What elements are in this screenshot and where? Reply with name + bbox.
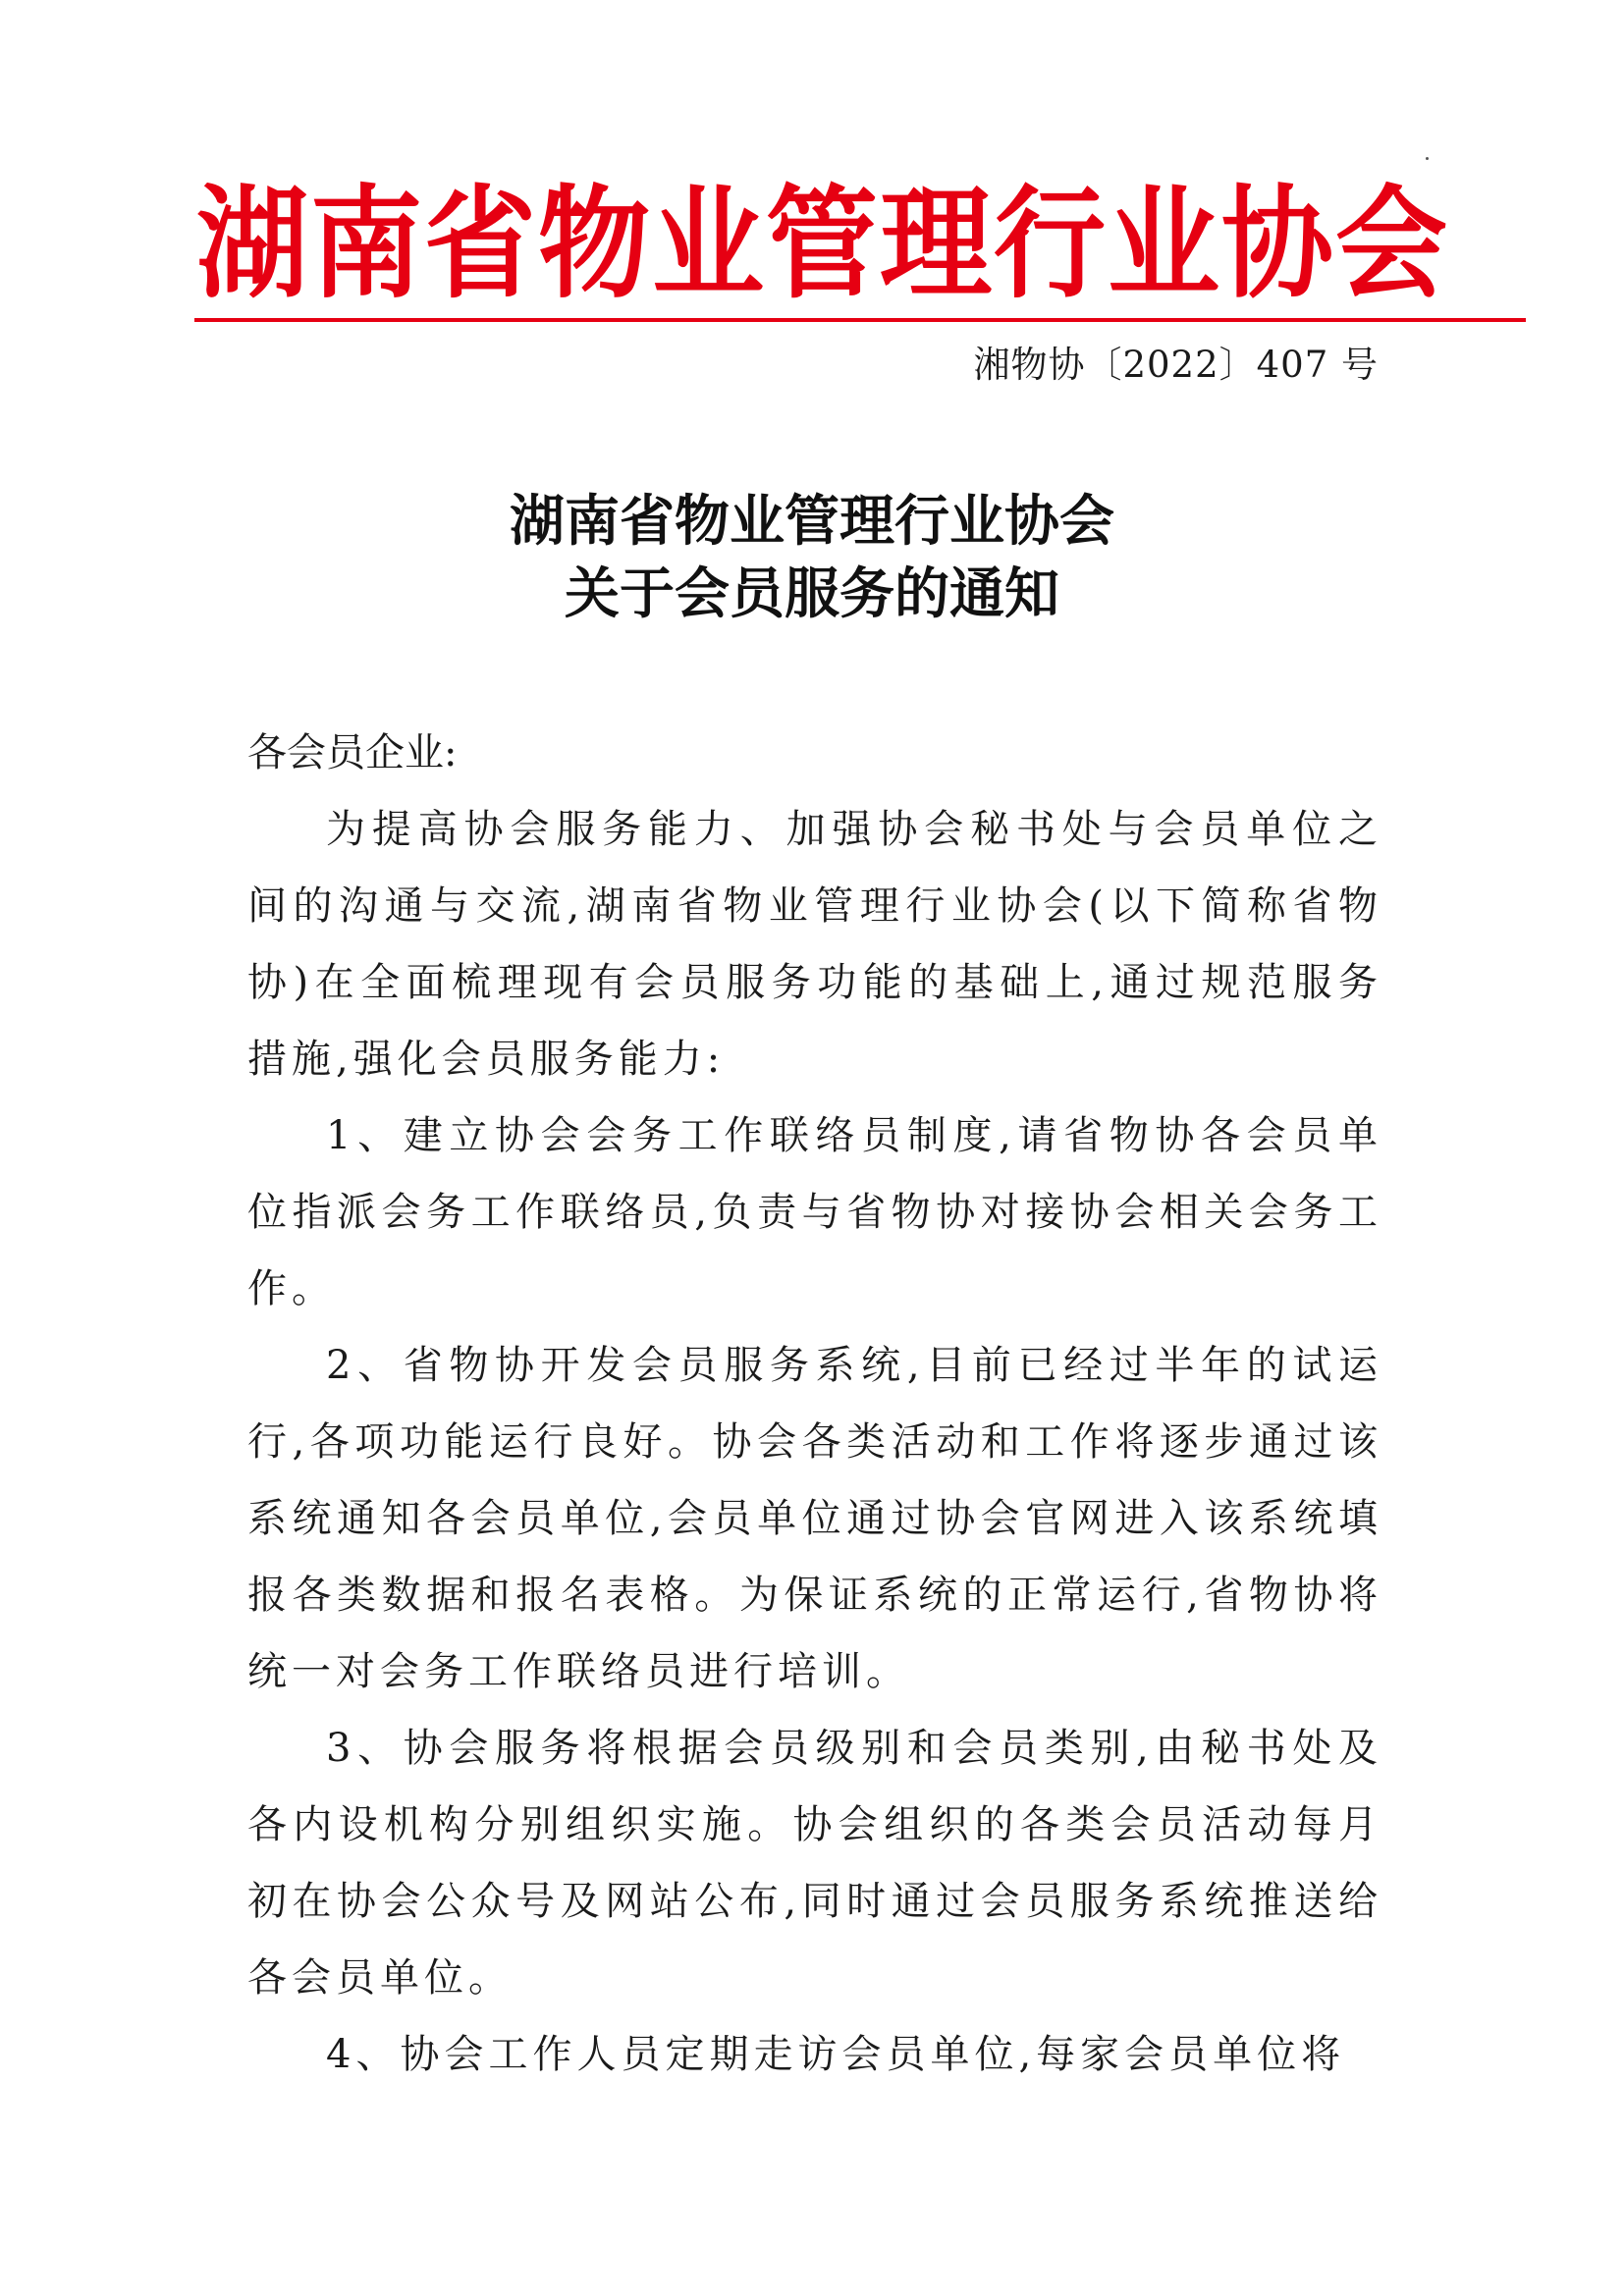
paragraph-intro: 为提高协会服务能力、加强协会秘书处与会员单位之间的沟通与交流,湖南省物业管理行业协会(以下简称省物协)在全面梳理现有会员服务功能的基础上,通过规范服务措施,强化会员服务能力: (247, 807, 1382, 1082)
notice-body (247, 715, 1382, 2093)
letterhead-org-name: 湖南省物业管理行业协会 (196, 173, 1450, 315)
scan-mark (1426, 157, 1429, 160)
notice-title-line-1: 湖南省物业管理行业协会 (510, 489, 1114, 554)
salutation: 各会员企业: (247, 730, 458, 775)
paragraph-item-2: 2、省物协开发会员服务系统,目前已经过半年的试运行,各项功能运行良好。协会各类活动和工作将逐步通过该系统通知各会员单位,会员单位通过协会官网进入该系统填报各类数据和报名表格。为保证系统的正常运行,省物协将统一对会务工作联络员进行培训。 (247, 1343, 1382, 1694)
paragraph-item-4: 4、协会工作人员定期走访会员单位,每家会员单位将 (326, 2032, 1346, 2077)
paragraph-item-3: 3、协会服务将根据会员级别和会员类别,由秘书处及各内设机构分别组织实施。协会组织的各类会员活动每月初在协会公众号及网站公布,同时通过会员服务系统推送给各会员单位。 (247, 1726, 1382, 2001)
letterhead-red-rule (194, 318, 1526, 322)
paragraph-item-1: 1、建立协会会务工作联络员制度,请省物协各会员单位指派会务工作联络员,负责与省物协对接协会相关会务工作。 (247, 1113, 1382, 1311)
document-number: 湘物协〔2022〕407 号 (973, 344, 1379, 386)
notice-title-line-2: 关于会员服务的通知 (565, 561, 1059, 626)
